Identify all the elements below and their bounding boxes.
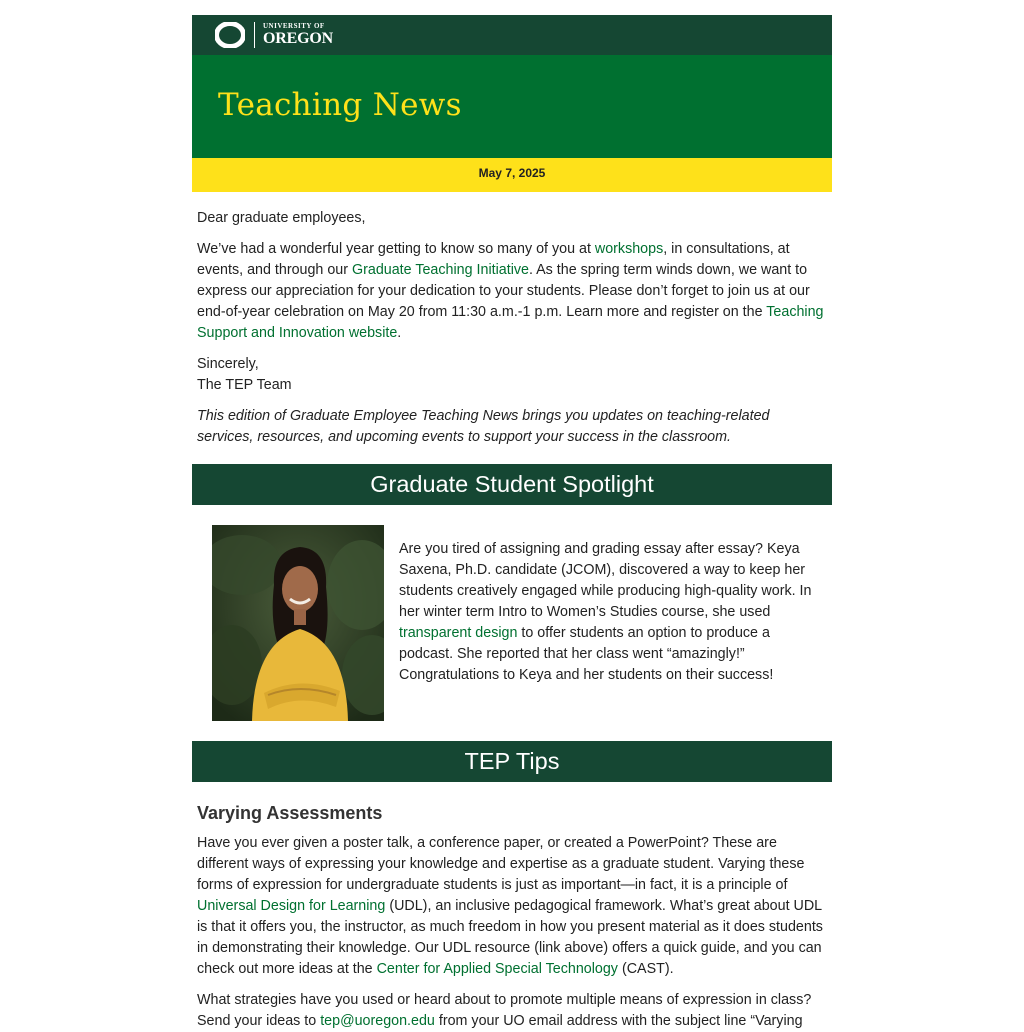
tip-subheading: Varying Assessments xyxy=(197,803,383,823)
cast-link[interactable]: Center for Applied Special Technology xyxy=(376,961,618,977)
date-bar: May 7, 2025 xyxy=(192,158,832,192)
spotlight-text: Are you tired of assigning and grading essay after essay? Keya Saxena, Ph.D. candidate (JCOM), discovered a way to keep her students creatively engaged while producing high-quality work. In her winter term Intro to Women’s Studies course, she used transparent design to offer students an option to produce a podcast. She reported that her class went “amazingly!” Congratulations to Keya and her students on their success! xyxy=(399,541,812,683)
tips-paragraph-1: Have you ever given a poster talk, a conference paper, or created a PowerPoint? These are different ways of expressing your knowledge and expertise as a graduate student. Varying these forms of expression for undergraduate students is just as important—in fact, it is a principle of Universal Design for Learning (UDL), an inclusive pedagogical framework. What’s great about UDL is that it offers you, the instructor, as much freedom in how you present material as it does students in demonstrating their knowledge. Our UDL resource (link above) offers a quick guide, and you can check out more ideas at the Center for Applied Special Technology (CAST). xyxy=(197,835,823,977)
greeting: Dear graduate employees, xyxy=(197,210,366,226)
spotlight-photo xyxy=(212,525,384,721)
tips-section xyxy=(192,833,832,1032)
tep-email-link[interactable]: tep@uoregon.edu xyxy=(320,1013,435,1029)
logo-divider xyxy=(254,22,255,48)
edition-note: This edition of Graduate Employee Teaching News brings you updates on teaching-related services, resources, and upcoming events to support your success in the classroom. xyxy=(197,408,770,445)
logo-small-text: UNIVERSITY OF xyxy=(263,22,325,30)
workshops-link[interactable]: workshops xyxy=(594,241,664,257)
intro-section xyxy=(192,208,832,448)
signoff: Sincerely, The TEP Team xyxy=(197,356,292,393)
top-bar xyxy=(192,15,832,55)
intro-paragraph: We’ve had a wonderful year getting to know so many of you at workshops, in consultations, at events, and through our Graduate Teaching Initiative. As the spring term winds down, we want to express our appreciation for your dedication to your students. Please don’t forget to join us at our end-of-year celebration on May 20 from 11:30 a.m.-1 p.m. Learn more and register on the Teaching Support and Innovation website. xyxy=(197,241,824,341)
newsletter-title: Teaching News xyxy=(218,87,462,123)
hero-banner xyxy=(192,55,832,158)
tsi-website-link[interactable]: Teaching Support and Innovation website xyxy=(197,304,824,341)
university-logo[interactable] xyxy=(214,21,333,49)
graduate-teaching-initiative-link[interactable]: Graduate Teaching Initiative xyxy=(352,262,529,278)
tips-paragraph-2: What strategies have you used or heard about to promote multiple means of expression in class? Send your ideas to tep@uoregon.edu from your UO email address with the subject line “Varying xyxy=(197,992,812,1029)
udl-link[interactable]: Universal Design for Learning xyxy=(197,898,386,914)
spotlight-heading: Graduate Student Spotlight xyxy=(192,464,832,505)
spotlight-section xyxy=(192,505,832,721)
logo-big-text: OREGON xyxy=(263,30,333,47)
newsletter xyxy=(192,15,832,1032)
transparent-design-link[interactable]: transparent design xyxy=(399,625,518,641)
logo-wordmark xyxy=(263,23,333,47)
tep-tips-heading: TEP Tips xyxy=(192,741,832,782)
o-logo-icon xyxy=(214,21,246,49)
